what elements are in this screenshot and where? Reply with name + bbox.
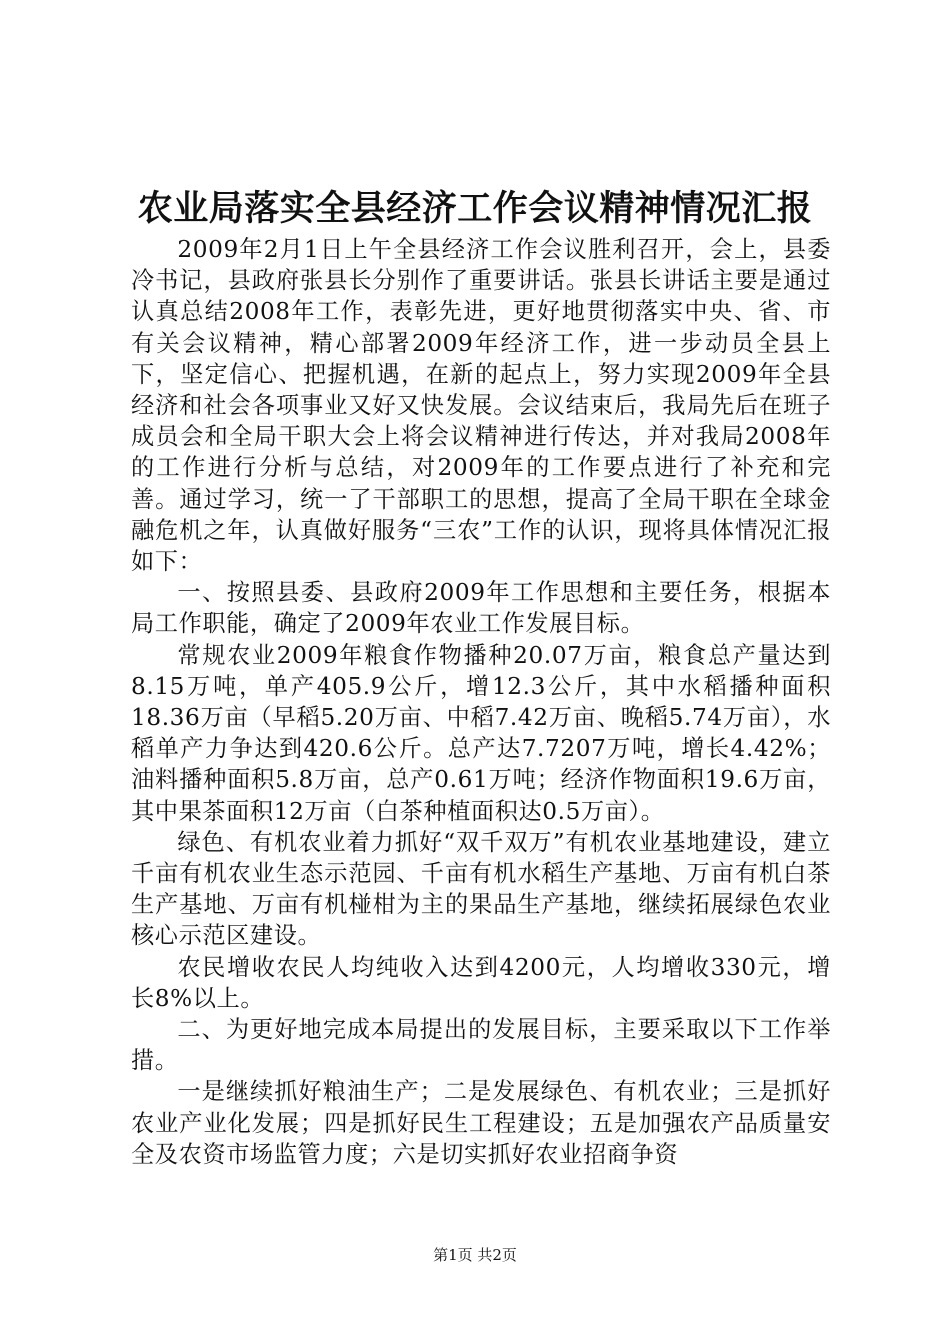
paragraph-section-one: 一、按照县委、县政府2009年工作思想和主要任务，根据本局工作职能，确定了2009年农业工作发展目标。 (131, 579, 831, 638)
document-body (131, 234, 831, 1170)
document-title: 农业局落实全县经济工作会议精神情况汇报 (137, 188, 813, 229)
page-indicator: 第1页 共2页 (433, 1246, 517, 1264)
paragraph-green-organic-agriculture: 绿色、有机农业着力抓好“双千双万”有机农业基地建设，建立千亩有机农业生态示范园、千亩有机水稻生产基地、万亩有机白茶生产基地、万亩有机椪柑为主的果品生产基地，继续拓展绿色农业核心示范区建设。 (131, 828, 831, 950)
paragraph-farmer-income: 农民增收农民人均纯收入达到4200元，人均增收330元，增长8%以上。 (131, 953, 831, 1012)
paragraph-conventional-agriculture: 常规农业2009年粮食作物播种20.07万亩，粮食总产量达到8.15万吨，单产405.9公斤，增12.3公斤，其中水稻播种面积18.36万亩（早稻5.20万亩、中稻7.42万亩、晚稻5.74万亩），水稻单产力争达到420.6公斤。总产达7.7207万吨，增长4.42%；油料播种面积5.8万亩，总产0.61万吨；经济作物面积19.6万亩，其中果茶面积12万亩（白茶种植面积达0.5万亩）。 (131, 641, 831, 825)
paragraph-section-two: 二、为更好地完成本局提出的发展目标，主要采取以下工作举措。 (131, 1016, 831, 1075)
paragraph-intro: 2009年2月1日上午全县经济工作会议胜利召开，会上，县委冷书记，县政府张县长分别作了重要讲话。张县长讲话主要是通过认真总结2008年工作，表彰先进，更好地贯彻落实中央、省、市有关会议精神，精心部署2009年经济工作，进一步动员全县上下，坚定信心、把握机遇，在新的起点上，努力实现2009年全县经济和社会各项事业又好又快发展。会议结束后，我局先后在班子成员会和全局干职大会上将会议精神进行传达，并对我局2008年的工作进行分析与总结，对2009年的工作要点进行了补充和完善。通过学习，统一了干部职工的思想，提高了全局干职在全球金融危机之年，认真做好服务“三农”工作的认识，现将具体情况汇报如下： (131, 236, 831, 576)
paragraph-measures: 一是继续抓好粮油生产；二是发展绿色、有机农业；三是抓好农业产业化发展；四是抓好民生工程建设；五是加强农产品质量安全及农资市场监管力度；六是切实抓好农业招商争资 (131, 1078, 831, 1168)
